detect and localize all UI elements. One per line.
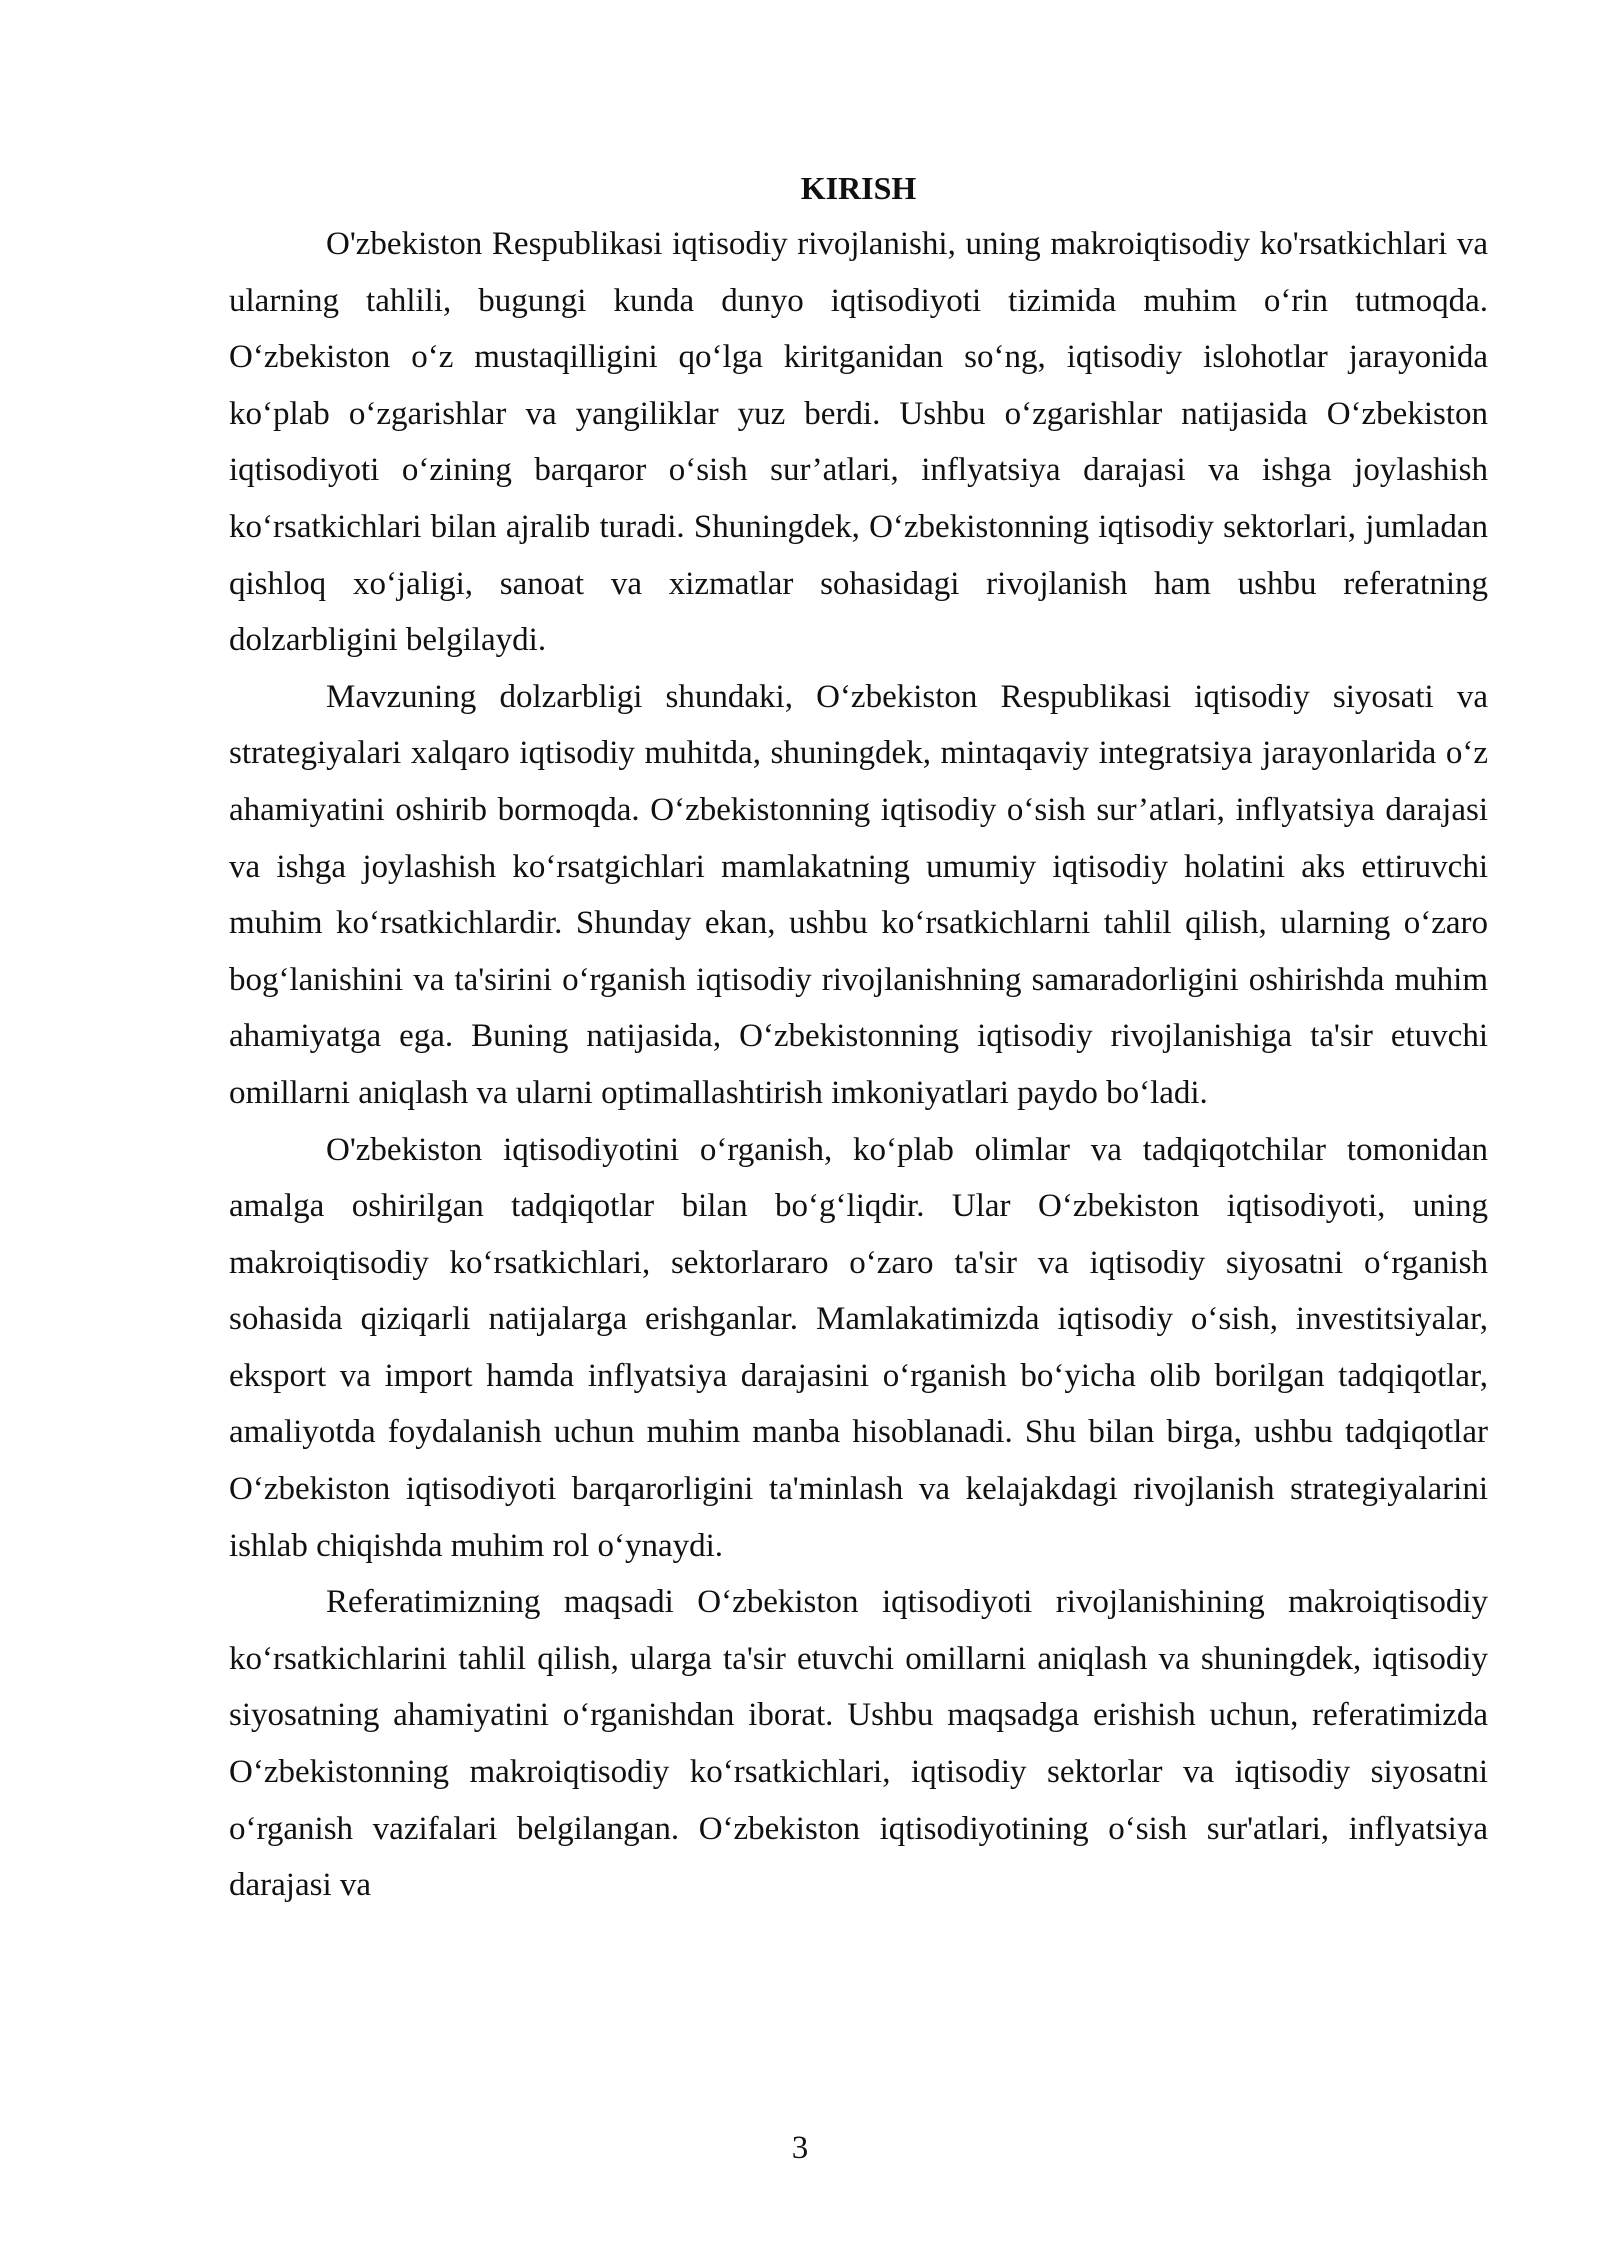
paragraph-1: O'zbekiston Respublikasi iqtisodiy rivojlanishi, uning makroiqtisodiy ko'rsatkichlari va ularning tahlili, bugungi kunda dunyo iqtisodiyoti tizimida muhim oʻrin tutmoqda. Oʻzbekiston oʻz mustaqilligini qoʻlga kiritganidan soʻng, iqtisodiy islohotlar jarayonida koʻplab oʻzgarishlar va yangiliklar yuz berdi. Ushbu oʻzgarishlar natijasida Oʻzbekiston iqtisodiyoti oʻzining barqaror oʻsish sur’atlari, inflyatsiya darajasi va ishga joylashish koʻrsatkichlari bilan ajralib turadi. Shuningdek, Oʻzbekistonning iqtisodiy sektorlari, jumladan qishloq xoʻjaligi, sanoat va xizmatlar sohasidagi rivojlanish ham ushbu referatning dolzarbligini belgilaydi. [229, 226, 1488, 659]
paragraph-3: O'zbekiston iqtisodiyotini oʻrganish, koʻplab olimlar va tadqiqotchilar tomonidan amalga oshirilgan tadqiqotlar bilan boʻgʻliqdir. Ular Oʻzbekiston iqtisodiyoti, uning makroiqtisodiy koʻrsatkichlari, sektorlararo oʻzaro ta'sir va iqtisodiy siyosatni oʻrganish sohasida qiziqarli natijalarga erishganlar. Mamlakatimizda iqtisodiy oʻsish, investitsiyalar, eksport va import hamda inflyatsiya darajasini oʻrganish boʻyicha olib borilgan tadqiqotlar, amaliyotda foydalanish uchun muhim manba hisoblanadi. Shu bilan birga, ushbu tadqiqotlar Oʻzbekiston iqtisodiyoti barqarorligini ta'minlash va kelajakdagi rivojlanish strategiyalarini ishlab chiqishda muhim rol oʻynaydi. [229, 1131, 1488, 1564]
page-number: 3 [791, 2130, 809, 2166]
page-content [229, 160, 1488, 1914]
section-heading: KIRISH [800, 170, 917, 206]
paragraph-2: Mavzuning dolzarbligi shundaki, Oʻzbekiston Respublikasi iqtisodiy siyosati va strategiyalari xalqaro iqtisodiy muhitda, shuningdek, mintaqaviy integratsiya jarayonlarida oʻz ahamiyatini oshirib bormoqda. Oʻzbekistonning iqtisodiy oʻsish sur’atlari, inflyatsiya darajasi va ishga joylashish koʻrsatgichlari mamlakatning umumiy iqtisodiy holatini aks ettiruvchi muhim koʻrsatkichlardir. Shunday ekan, ushbu koʻrsatkichlarni tahlil qilish, ularning oʻzaro bogʻlanishini va ta'sirini oʻrganish iqtisodiy rivojlanishning samaradorligini oshirishda muhim ahamiyatga ega. Buning natijasida, Oʻzbekistonning iqtisodiy rivojlanishiga ta'sir etuvchi omillarni aniqlash va ularni optimallashtirish imkoniyatlari paydo boʻladi. [229, 678, 1488, 1111]
paragraph-4: Referatimizning maqsadi Oʻzbekiston iqtisodiyoti rivojlanishining makroiqtisodiy koʻrsatkichlarini tahlil qilish, ularga ta'sir etuvchi omillarni aniqlash va shuningdek, iqtisodiy siyosatning ahamiyatini oʻrganishdan iborat. Ushbu maqsadga erishish uchun, referatimizda Oʻzbekistonning makroiqtisodiy koʻrsatkichlari, iqtisodiy sektorlar va iqtisodiy siyosatni oʻrganish vazifalari belgilangan. Oʻzbekiston iqtisodiyotining oʻsish sur'atlari, inflyatsiya darajasi va [229, 1584, 1488, 1904]
